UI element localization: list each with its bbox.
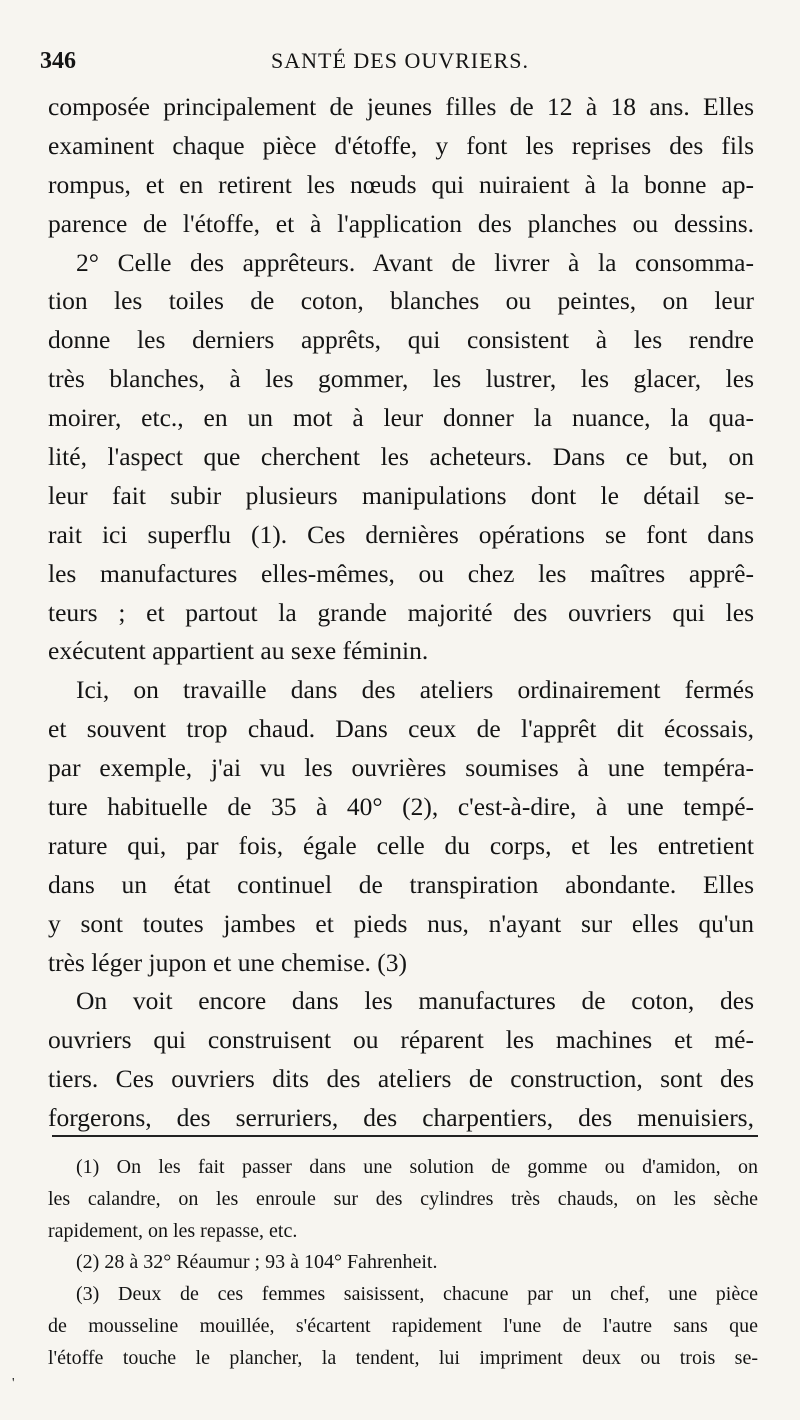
text-line: lité, l'aspect que cherchent les acheteurs. Dans ce but, on — [48, 442, 754, 472]
text-line: les manufactures elles-mêmes, ou chez les maîtres apprê- — [48, 558, 754, 588]
margin-mark: ' — [12, 1376, 15, 1391]
text-line: très blanches, à les gommer, les lustrer, les glacer, les — [48, 364, 754, 394]
text-line: On voit encore dans les manufactures de coton, des — [76, 986, 754, 1016]
text-line: Ici, on travaille dans des ateliers ordinairement fermés — [76, 675, 754, 705]
text-line: teurs ; et partout la grande majorité des ouvriers qui les — [48, 597, 754, 627]
page-number: 346 — [40, 48, 76, 74]
text-line: par exemple, j'ai vu les ouvrières soumises à une tempéra- — [48, 753, 754, 783]
footnotes — [48, 1152, 758, 1375]
footnote-rule — [52, 1135, 758, 1137]
text-line: composée principalement de jeunes filles de 12 à 18 ans. Elles — [48, 92, 754, 121]
footnote-line: (3) Deux de ces femmes saisissent, chacune par un chef, une pièce — [76, 1283, 758, 1306]
text-line: tiers. Ces ouvriers dits des ateliers de construction, sont des — [48, 1064, 754, 1094]
text-line: ouvriers qui construisent ou réparent les machines et mé- — [48, 1025, 754, 1055]
main-text — [48, 88, 754, 1138]
text-line: moirer, etc., en un mot à leur donner la nuance, la qua- — [48, 403, 754, 433]
text-line: très léger jupon et une chemise. (3) — [48, 947, 407, 977]
footnote-line: rapidement, on les repasse, etc. — [48, 1219, 298, 1242]
footnote-line: (1) On les fait passer dans une solution de gomme ou d'amidon, on — [76, 1156, 758, 1178]
text-line: dans un état continuel de transpiration abondante. Elles — [48, 869, 754, 899]
text-line: rait ici superflu (1). Ces dernières opérations se font dans — [48, 519, 754, 549]
text-line: exécutent appartient au sexe féminin. — [48, 636, 429, 666]
text-line: forgerons, des serruriers, des charpentiers, des menuisiers, — [48, 1103, 754, 1133]
text-line: donne les derniers apprêts, qui consistent à les rendre — [48, 325, 754, 355]
text-line: examinent chaque pièce d'étoffe, y font les reprises des fils — [48, 130, 754, 160]
page-header — [40, 44, 760, 78]
footnote-line: les calandre, on les enroule sur des cylindres très chauds, on les sèche — [48, 1187, 758, 1210]
text-line: tion les toiles de coton, blanches ou peintes, on leur — [48, 286, 754, 316]
text-line: rompus, et en retirent les nœuds qui nuiraient à la bonne ap- — [48, 169, 754, 199]
footnote-line: de mousseline mouillée, s'écartent rapidement l'une de l'autre sans que — [48, 1314, 758, 1337]
running-title: SANTÉ DES OUVRIERS. — [271, 48, 529, 73]
text-line: y sont toutes jambes et pieds nus, n'ayant sur elles qu'un — [48, 908, 754, 938]
text-line: rature qui, par fois, égale celle du corps, et les entretient — [48, 830, 754, 860]
text-line: parence de l'étoffe, et à l'application des planches ou dessins. — [48, 208, 754, 238]
text-line: 2° Celle des apprêteurs. Avant de livrer à la consomma- — [76, 247, 754, 277]
footnote-line: l'étoffe touche le plancher, la tendent, lui impriment deux ou trois se- — [48, 1346, 758, 1369]
text-line: leur fait subir plusieurs manipulations dont le détail se- — [48, 480, 754, 510]
text-line: et souvent trop chaud. Dans ceux de l'apprêt dit écossais, — [48, 714, 754, 744]
text-line: ture habituelle de 35 à 40° (2), c'est-à-dire, à une tempé- — [48, 792, 754, 822]
footnote-line: (2) 28 à 32° Réaumur ; 93 à 104° Fahrenheit. — [76, 1251, 438, 1274]
